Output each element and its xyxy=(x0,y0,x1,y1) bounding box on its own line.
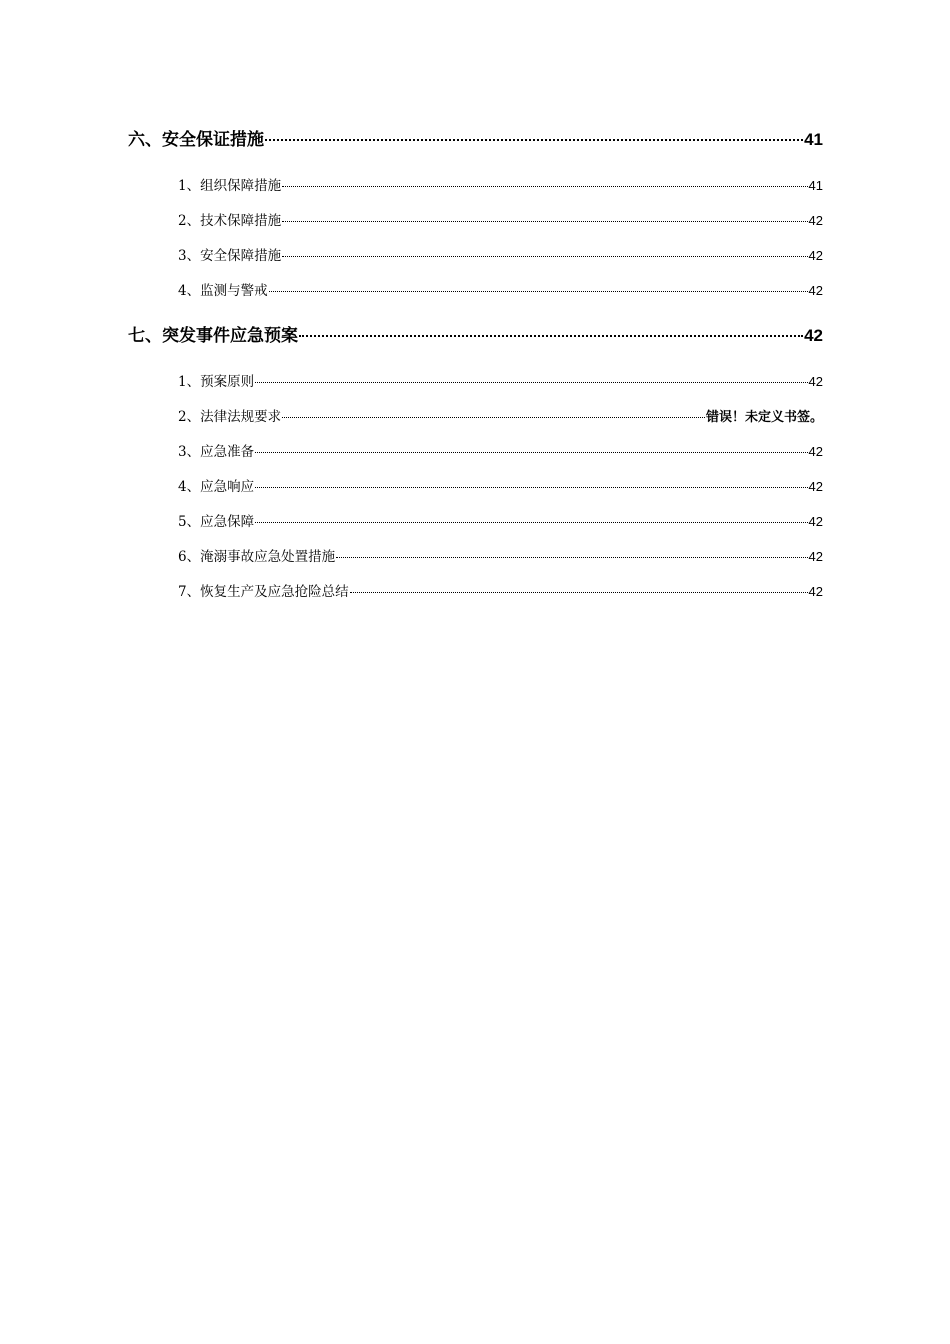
toc-page-error: 错误！未定义书签。 xyxy=(705,410,823,425)
toc-section-7[interactable] xyxy=(128,321,823,346)
dot-leader xyxy=(282,186,807,187)
toc-item-title: 4、监测与警戒 xyxy=(178,283,268,299)
toc-item[interactable] xyxy=(128,370,823,390)
toc-page-number: 42 xyxy=(808,444,823,459)
dot-leader xyxy=(336,557,807,558)
toc-item[interactable] xyxy=(128,475,823,495)
toc-page-number: 42 xyxy=(808,213,823,228)
toc-item-title: 2、法律法规要求 xyxy=(178,409,282,425)
toc-item-title: 1、预案原则 xyxy=(178,374,255,390)
dot-leader xyxy=(269,291,808,292)
toc-item[interactable] xyxy=(128,510,823,530)
toc-page-number: 42 xyxy=(808,584,823,599)
toc-section-title: 七、突发事件应急预案 xyxy=(128,326,298,346)
toc-page-number: 42 xyxy=(808,549,823,564)
dot-leader xyxy=(299,335,803,337)
toc-item-title: 4、应急响应 xyxy=(178,479,255,495)
dot-leader xyxy=(255,382,807,383)
toc-item[interactable] xyxy=(128,440,823,460)
toc-item[interactable] xyxy=(128,279,823,299)
toc-item-title: 5、应急保障 xyxy=(178,514,255,530)
toc-page-number: 42 xyxy=(808,374,823,389)
toc-item-title: 3、安全保障措施 xyxy=(178,248,282,264)
toc-item-title: 7、恢复生产及应急抢险总结 xyxy=(178,584,349,600)
dot-leader xyxy=(282,417,705,418)
toc-page-number: 42 xyxy=(804,326,823,345)
toc-page-number: 42 xyxy=(808,479,823,494)
dot-leader xyxy=(255,452,807,453)
dot-leader xyxy=(282,221,807,222)
toc-item[interactable] xyxy=(128,244,823,264)
toc-item[interactable] xyxy=(128,545,823,565)
dot-leader xyxy=(255,522,807,523)
dot-leader xyxy=(265,139,803,141)
dot-leader xyxy=(255,487,807,488)
toc-page-number: 42 xyxy=(808,514,823,529)
toc-section-title: 六、安全保证措施 xyxy=(128,130,264,150)
toc-item[interactable] xyxy=(128,405,823,425)
dot-leader xyxy=(282,256,807,257)
toc-item-title: 6、淹溺事故应急处置措施 xyxy=(178,549,336,565)
toc-page-number: 42 xyxy=(808,283,823,298)
toc-item[interactable] xyxy=(128,209,823,229)
toc-item-title: 1、组织保障措施 xyxy=(178,178,282,194)
toc-item[interactable] xyxy=(128,580,823,600)
toc-page-number: 41 xyxy=(804,130,823,149)
toc-item[interactable] xyxy=(128,174,823,194)
dot-leader xyxy=(350,592,808,593)
toc-item-title: 2、技术保障措施 xyxy=(178,213,282,229)
toc-page-number: 41 xyxy=(808,178,823,193)
toc-item-title: 3、应急准备 xyxy=(178,444,255,460)
toc-page-number: 42 xyxy=(808,248,823,263)
toc-section-6[interactable] xyxy=(128,125,823,150)
